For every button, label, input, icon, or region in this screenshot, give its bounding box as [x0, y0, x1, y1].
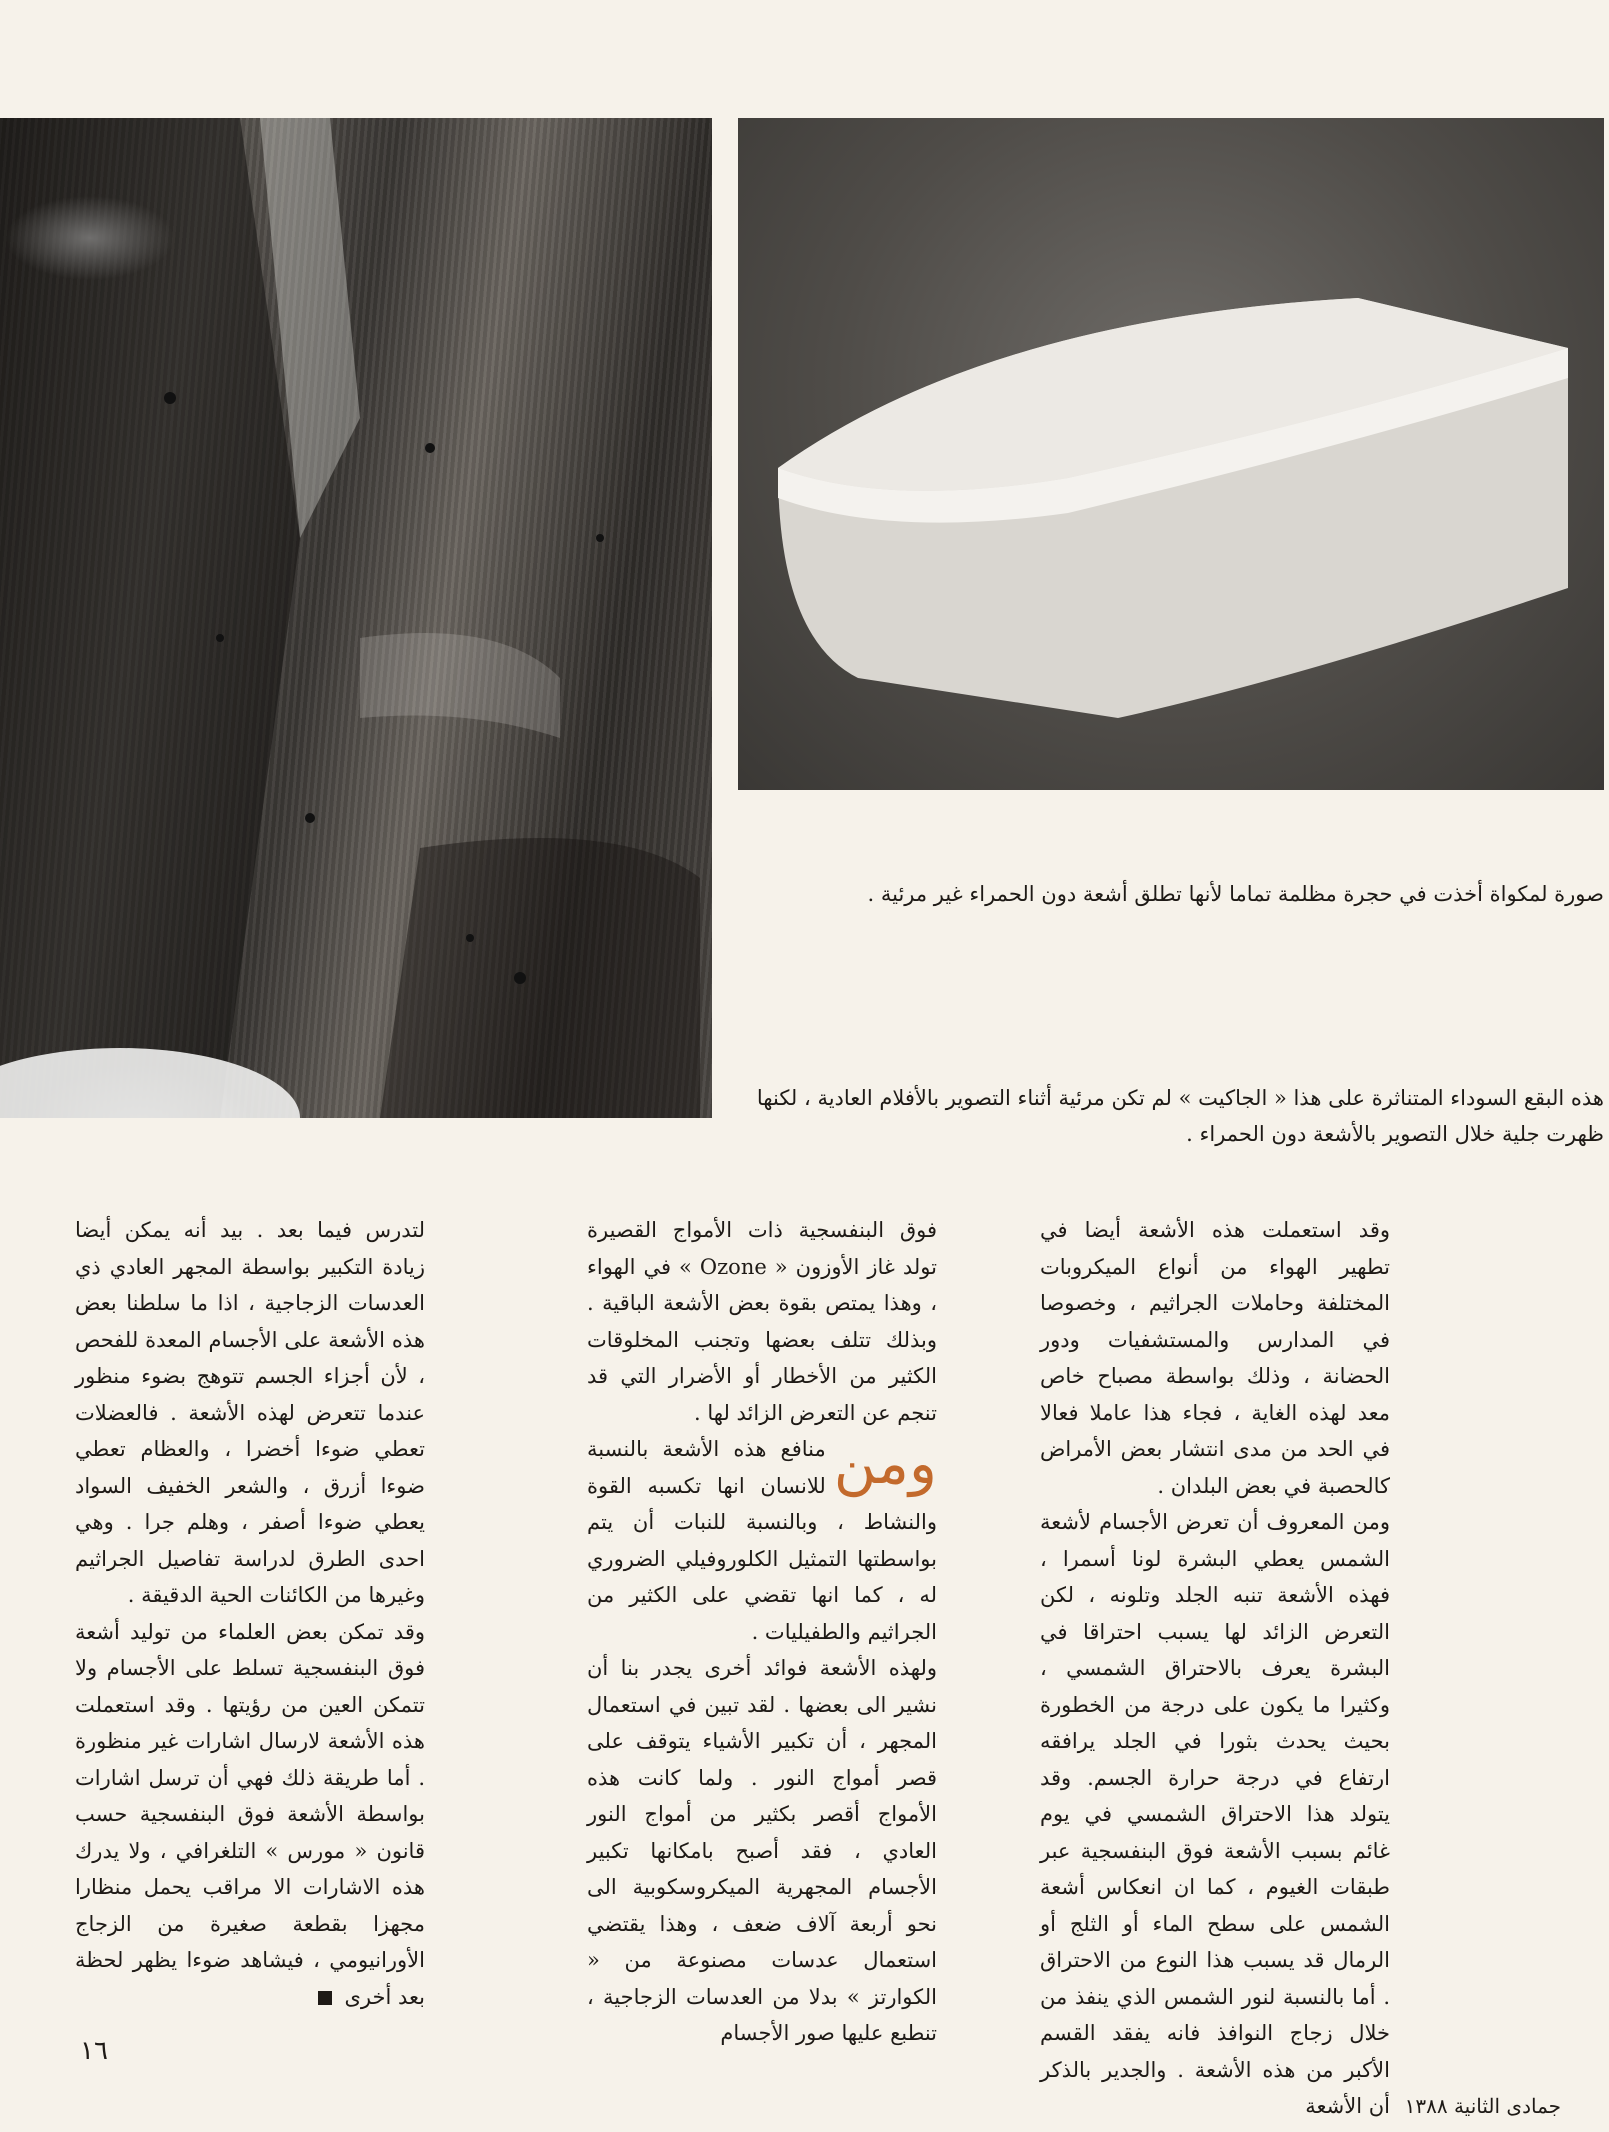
paragraph-with-dropcap	[587, 1431, 937, 1650]
jacket-caption: هذه البقع السوداء المتناثرة على هذا « الجاكيت » لم تكن مرئية أثناء التصوير بالأفلام العادية ، لكنها ظهرت جلية خلال التصوير بالأشعة دون الحمراء .	[756, 1086, 1604, 1146]
article-column-middle	[587, 1212, 937, 2052]
article-column-left	[75, 1212, 425, 2015]
article-column-right	[1040, 1212, 1390, 2125]
paragraph-text: منافع هذه الأشعة بالنسبة للانسان انها تكسبه القوة والنشاط ، وبالنسبة للنبات أن يتم بواسطتها التمثيل الكلوروفيلي الضروري له ، كما انها تقضي على الكثير من الجراثيم والطفيليات .	[587, 1437, 937, 1644]
iron-illustration	[738, 118, 1604, 790]
jacket-photo	[0, 118, 712, 1118]
end-of-article-square-icon	[318, 1991, 332, 2005]
paragraph: لتدرس فيما بعد . بيد أنه يمكن أيضا زيادة التكبير بواسطة المجهر العادي ذي العدسات الزجاجية ، اذا ما سلطنا بعض هذه الأشعة على الأجسام المعدة للفحص ، لأن أجزاء الجسم تتوهج بضوء منظور عندما تتعرض لهذه الأشعة . فالعضلات تعطي ضوءا أخضرا ، والعظام تعطي ضوءا أزرق ، والشعر الخفيف السواد يعطي ضوءا أصفر ، وهلم جرا . وهي احدى الطرق لدراسة تفاصيل الجراثيم وغيرها من الكائنات الحية الدقيقة .	[75, 1218, 425, 1607]
paragraph-text: وقد تمكن بعض العلماء من توليد أشعة فوق البنفسجية تسلط على الأجسام ولا تتمكن العين من رؤيتها . وقد استعملت هذه الأشعة لارسال اشارات غير منظورة . أما طريقة ذلك فهي أن ترسل اشارات بواسطة الأشعة فوق البنفسجية حسب قانون « مورس » التلغرافي ، ولا يدرك هذه الاشارات الا مراقب يحمل منظارا مجهزا بقطعة صغيرة من الزجاج الأورانيومي ، فيشاهد ضوءا يظهر لحظة بعد أخرى	[75, 1619, 425, 2009]
dropcap: ومن	[833, 1429, 937, 1497]
paragraph: فوق البنفسجية ذات الأمواج القصيرة تولد غاز الأوزون « Ozone » في الهواء ، وهذا يمتص بقوة بعض الأشعة الباقية . وبذلك تتلف بعضها وتجنب المخلوقات الكثير من الأخطار أو الأضرار التي قد تنجم عن التعرض الزائد لها .	[587, 1218, 937, 1425]
paragraph-final	[75, 1614, 425, 2016]
jacket-illustration	[0, 118, 712, 1118]
iron-caption: صورة لمكواة أخذت في حجرة مظلمة تماما لأنها تطلق أشعة دون الحمراء غير مرئية .	[867, 882, 1604, 906]
paragraph: وقد استعملت هذه الأشعة أيضا في تطهير الهواء من أنواع الميكروبات المختلفة وحاملات الجراثيم ، وخصوصا في المدارس والمستشفيات ودور الحضانة ، وذلك بواسطة مصباح خاص معد لهذه الغاية ، فجاء هذا عاملا فعالا في الحد من مدى انتشار بعض الأمراض كالحصبة في بعض البلدان .	[1040, 1218, 1390, 1498]
page-number: ١٦	[80, 2036, 108, 2066]
paragraph: ومن المعروف أن تعرض الأجسام لأشعة الشمس يعطي البشرة لونا أسمرا ، فهذه الأشعة تنبه الجلد وتلونه ، لكن التعرض الزائد لها يسبب احتراقا في البشرة يعرف بالاحتراق الشمسي ، وكثيرا ما يكون على درجة من الخطورة بحيث يحدث بثورا في الجلد يرافقه ارتفاع في درجة حرارة الجسم. وقد يتولد هذا الاحتراق الشمسي في يوم غائم بسبب الأشعة فوق البنفسجية عبر طبقات الغيوم ، كما ان انعكاس أشعة الشمس على سطح الماء أو الثلج أو الرمال قد يسبب هذا النوع من الاحتراق . أما بالنسبة لنور الشمس الذي ينفذ من خلال زجاج النوافذ فانه يفقد القسم الأكبر من هذه الأشعة . والجدير بالذكر أن الأشعة	[1040, 1510, 1390, 2118]
paragraph: ولهذه الأشعة فوائد أخرى يجدر بنا أن نشير الى بعضها . لقد تبين في استعمال المجهر ، أن تكبير الأشياء يتوقف على قصر أمواج النور . ولما كانت هذه الأمواج أقصر بكثير من أمواج النور العادي ، فقد أصبح بامكانها تكبير الأجسام المجهرية الميكروسكوبية الى نحو أربعة آلاف ضعف ، وهذا يقتضي استعمال عدسات مصنوعة من « الكوارتز » بدلا من العدسات الزجاجية ، تنطبع عليها صور الأجسام	[587, 1656, 937, 2045]
iron-photo	[738, 118, 1604, 790]
issue-date: جمادى الثانية ١٣٨٨	[1404, 2094, 1561, 2118]
